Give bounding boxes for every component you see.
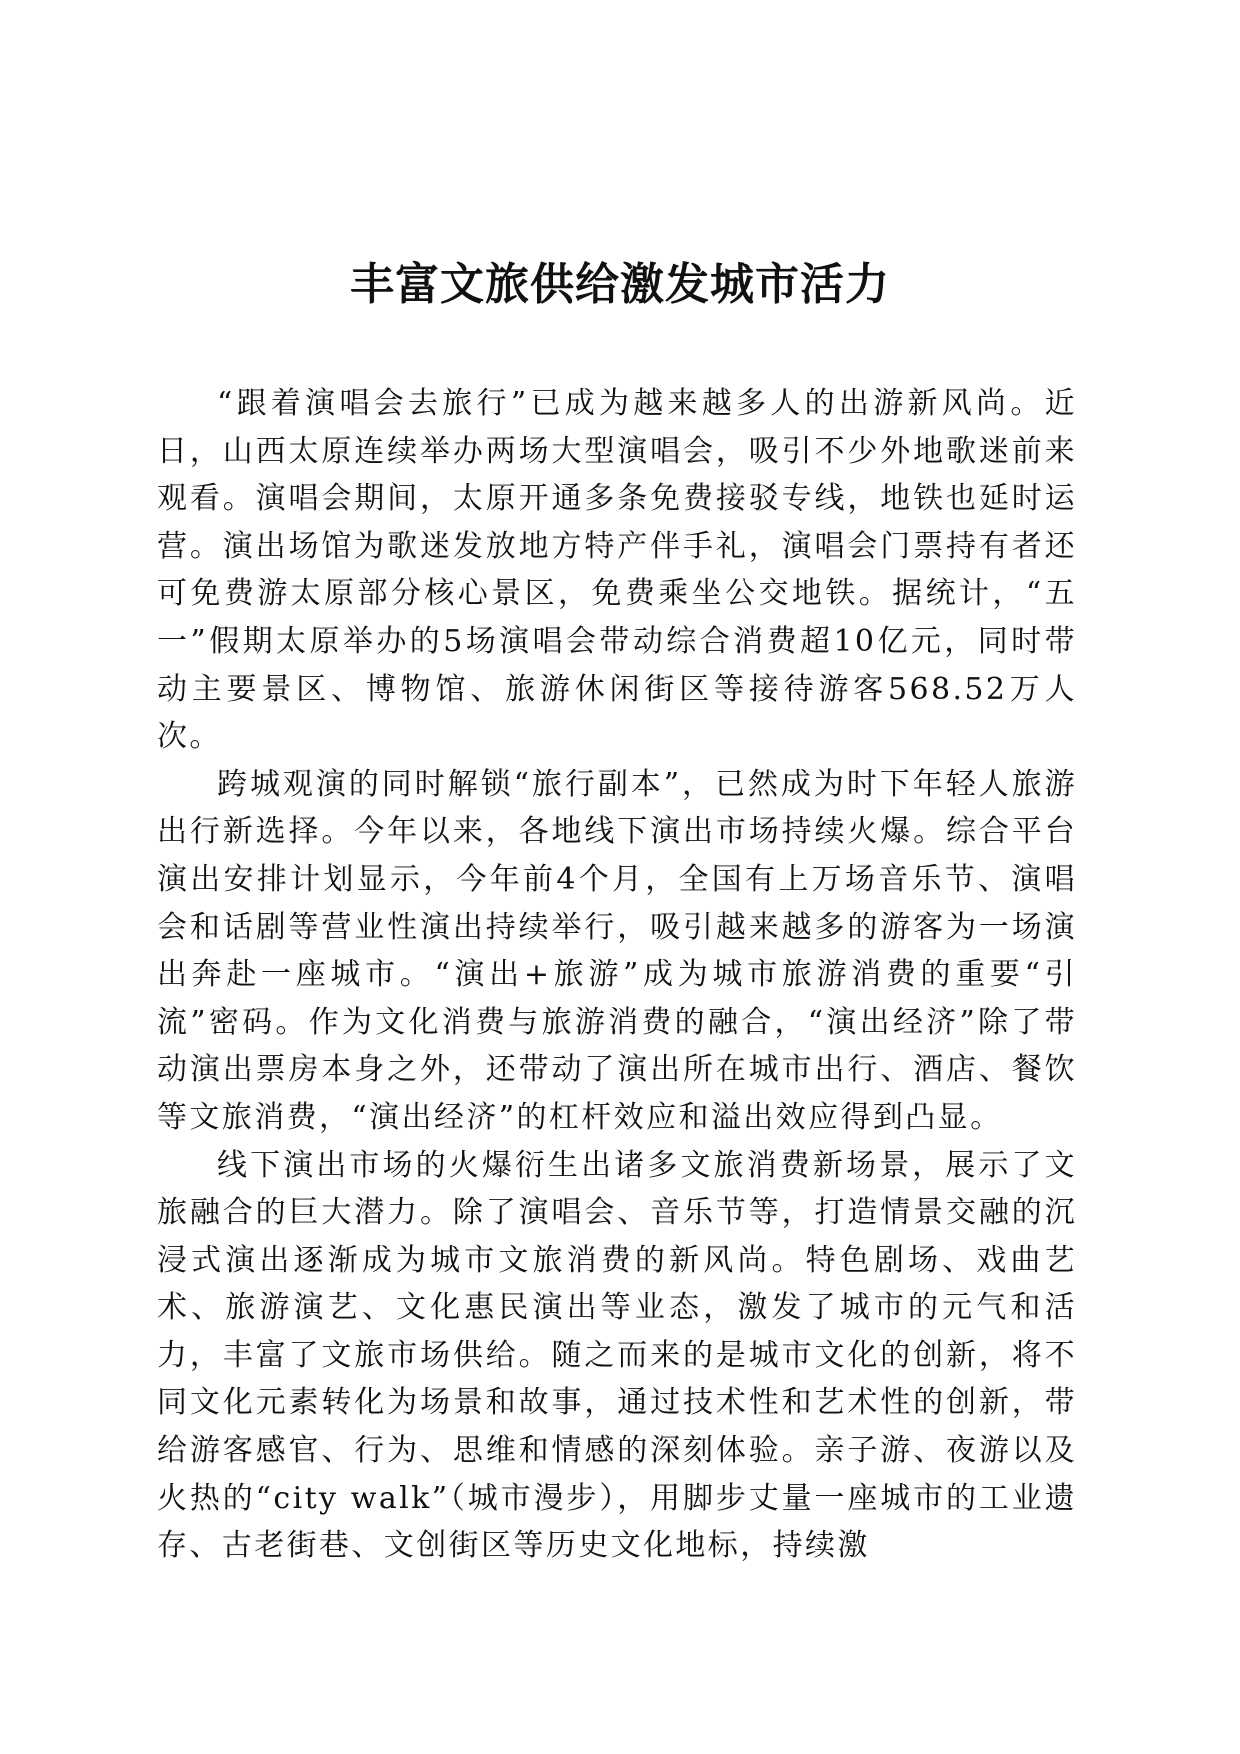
document-body (157, 380, 1077, 1570)
document-title: 丰富文旅供给激发城市活力 (350, 259, 890, 310)
paragraph: 跨城观演的同时解锁“旅行副本”，已然成为时下年轻人旅游出行新选择。今年以来，各地线下演出市场持续火爆。综合平台演出安排计划显示，今年前4个月，全国有上万场音乐节、演唱会和话剧等营业性演出持续举行，吸引越来越多的游客为一场演出奔赴一座城市。“演出+旅游”成为城市旅游消费的重要“引流”密码。作为文化消费与旅游消费的融合，“演出经济”除了带动演出票房本身之外，还带动了演出所在城市出行、酒店、餐饮等文旅消费，“演出经济”的杠杆效应和溢出效应得到凸显。 (157, 766, 1077, 1135)
paragraph: 线下演出市场的火爆衍生出诸多文旅消费新场景，展示了文旅融合的巨大潜力。除了演唱会、音乐节等，打造情景交融的沉浸式演出逐渐成为城市文旅消费的新风尚。特色剧场、戏曲艺术、旅游演艺、文化惠民演出等业态，激发了城市的元气和活力，丰富了文旅市场供给。随之而来的是城市文化的创新，将不同文化元素转化为场景和故事，通过技术性和艺术性的创新，带给游客感官、行为、思维和情感的深刻体验。亲子游、夜游以及火热的“city walk”（城市漫步），用脚步丈量一座城市的工业遗存、古老街巷、文创街区等历史文化地标，持续激 (157, 1147, 1077, 1564)
paragraph: “跟着演唱会去旅行”已成为越来越多人的出游新风尚。近日，山西太原连续举办两场大型演唱会，吸引不少外地歌迷前来观看。演唱会期间，太原开通多条免费接驳专线，地铁也延时运营。演出场馆为歌迷发放地方特产伴手礼，演唱会门票持有者还可免费游太原部分核心景区，免费乘坐公交地铁。据统计，“五一”假期太原举办的5场演唱会带动综合消费超10亿元，同时带动主要景区、博物馆、旅游休闲街区等接待游客568.52万人次。 (157, 386, 1077, 755)
